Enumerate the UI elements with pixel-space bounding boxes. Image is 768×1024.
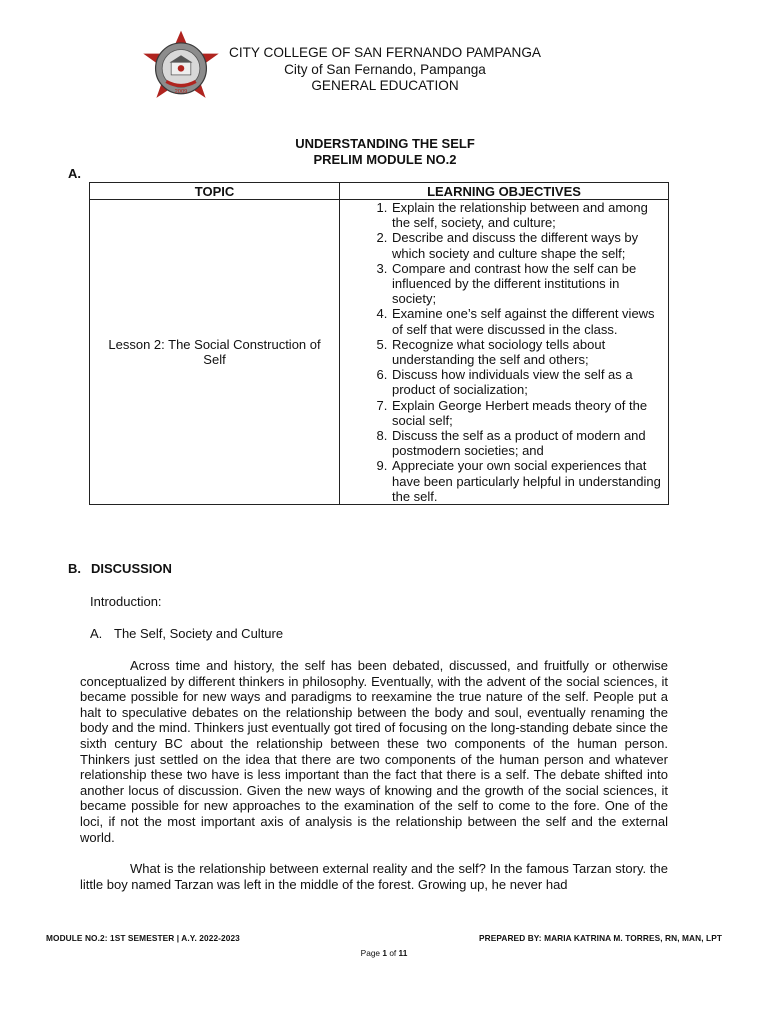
objectives-table (89, 182, 669, 505)
college-location: City of San Fernando, Pampanga (284, 61, 486, 77)
college-name: CITY COLLEGE OF SAN FERNANDO PAMPANGA (229, 45, 541, 60)
objective-item: 9. Appreciate your own social experiences that have been particularly helpful in understanding the self. (391, 458, 664, 504)
objective-item: 2. Describe and discuss the different ways by which society and culture shape the self; (391, 230, 664, 260)
objectives-cell (340, 200, 669, 505)
subheading-title: The Self, Society and Culture (114, 626, 284, 641)
section-b-title: DISCUSSION (91, 561, 172, 576)
objective-item: 3. Compare and contrast how the self can be influenced by the different institutions in society; (391, 261, 664, 307)
table-header-row (90, 183, 669, 200)
section-b-heading (68, 561, 172, 576)
topic-cell: Lesson 2: The Social Construction of Self (90, 200, 340, 505)
course-title: UNDERSTANDING THE SELF (295, 136, 475, 151)
discussion-paragraph: Across time and history, the self has been debated, discussed, and fruitfully or otherwise conceptualized by different thinkers in philosophy. Eventually, with the advent of the social sciences, it became possible for new ways and paradigms to reexamine the true nature of the self. People put a halt to speculative debates on the relationship between the body and soul, eventually renaming the body and the mind. Thinkers just eventually got tired of focusing on the long-standing debate since the sixth century BC about the relationship between these two components of the human person. Thinkers just settled on the idea that there are two components of the human person and whatever relationship these two have is less important than the fact that there is a self. The debate shifted into another locus of discussion. Given the new ways of knowing and the growth of the social sciences, it became possible for new approaches to the examination of the self to come to the fore. One of the loci, if not the most important axis of analysis is the relationship between the self and the external world. (80, 658, 668, 845)
objectives-list (340, 200, 664, 504)
section-b-label: B. (68, 561, 81, 576)
table-header-objectives: LEARNING OBJECTIVES (340, 183, 669, 200)
footer-prepared-by: PREPARED BY: MARIA KATRINA M. TORRES, RN, MAN, LPT (479, 933, 722, 943)
discussion-paragraph: What is the relationship between external reality and the self? In the famous Tarzan story. the little boy named Tarzan was left in the middle of the forest. Growing up, he never had (80, 861, 668, 892)
module-title: PRELIM MODULE NO.2 (313, 151, 457, 167)
department-name: GENERAL EDUCATION (311, 78, 459, 93)
page-number (0, 948, 768, 958)
header-text (200, 45, 570, 95)
subheading (90, 626, 283, 641)
page-total: 11 (398, 948, 408, 958)
subheading-label: A. (90, 626, 103, 641)
footer-module-info: MODULE NO.2: 1ST SEMESTER | A.Y. 2022-2023 (46, 933, 240, 943)
page-current: 1 (382, 948, 387, 958)
objective-item: 5. Recognize what sociology tells about understanding the self and others; (391, 337, 664, 367)
objective-item: 8. Discuss the self as a product of modern and postmodern societies; and (391, 428, 664, 458)
svg-text:2009: 2009 (174, 88, 188, 95)
objective-item: 6. Discuss how individuals view the self as a product of socialization; (391, 367, 664, 397)
section-a-label: A. (68, 166, 81, 181)
introduction-label: Introduction: (90, 594, 162, 609)
table-header-topic: TOPIC (90, 183, 340, 200)
page-label: Page (360, 948, 381, 958)
table-row (90, 200, 669, 505)
page-of: of (389, 948, 397, 958)
objective-item: 7. Explain George Herbert meads theory of the social self; (391, 398, 664, 428)
objective-item: 1. Explain the relationship between and among the self, society, and culture; (391, 200, 664, 230)
module-title-block (80, 136, 690, 167)
objective-item: 4. Examine one’s self against the different views of self that were discussed in the class. (391, 306, 664, 336)
